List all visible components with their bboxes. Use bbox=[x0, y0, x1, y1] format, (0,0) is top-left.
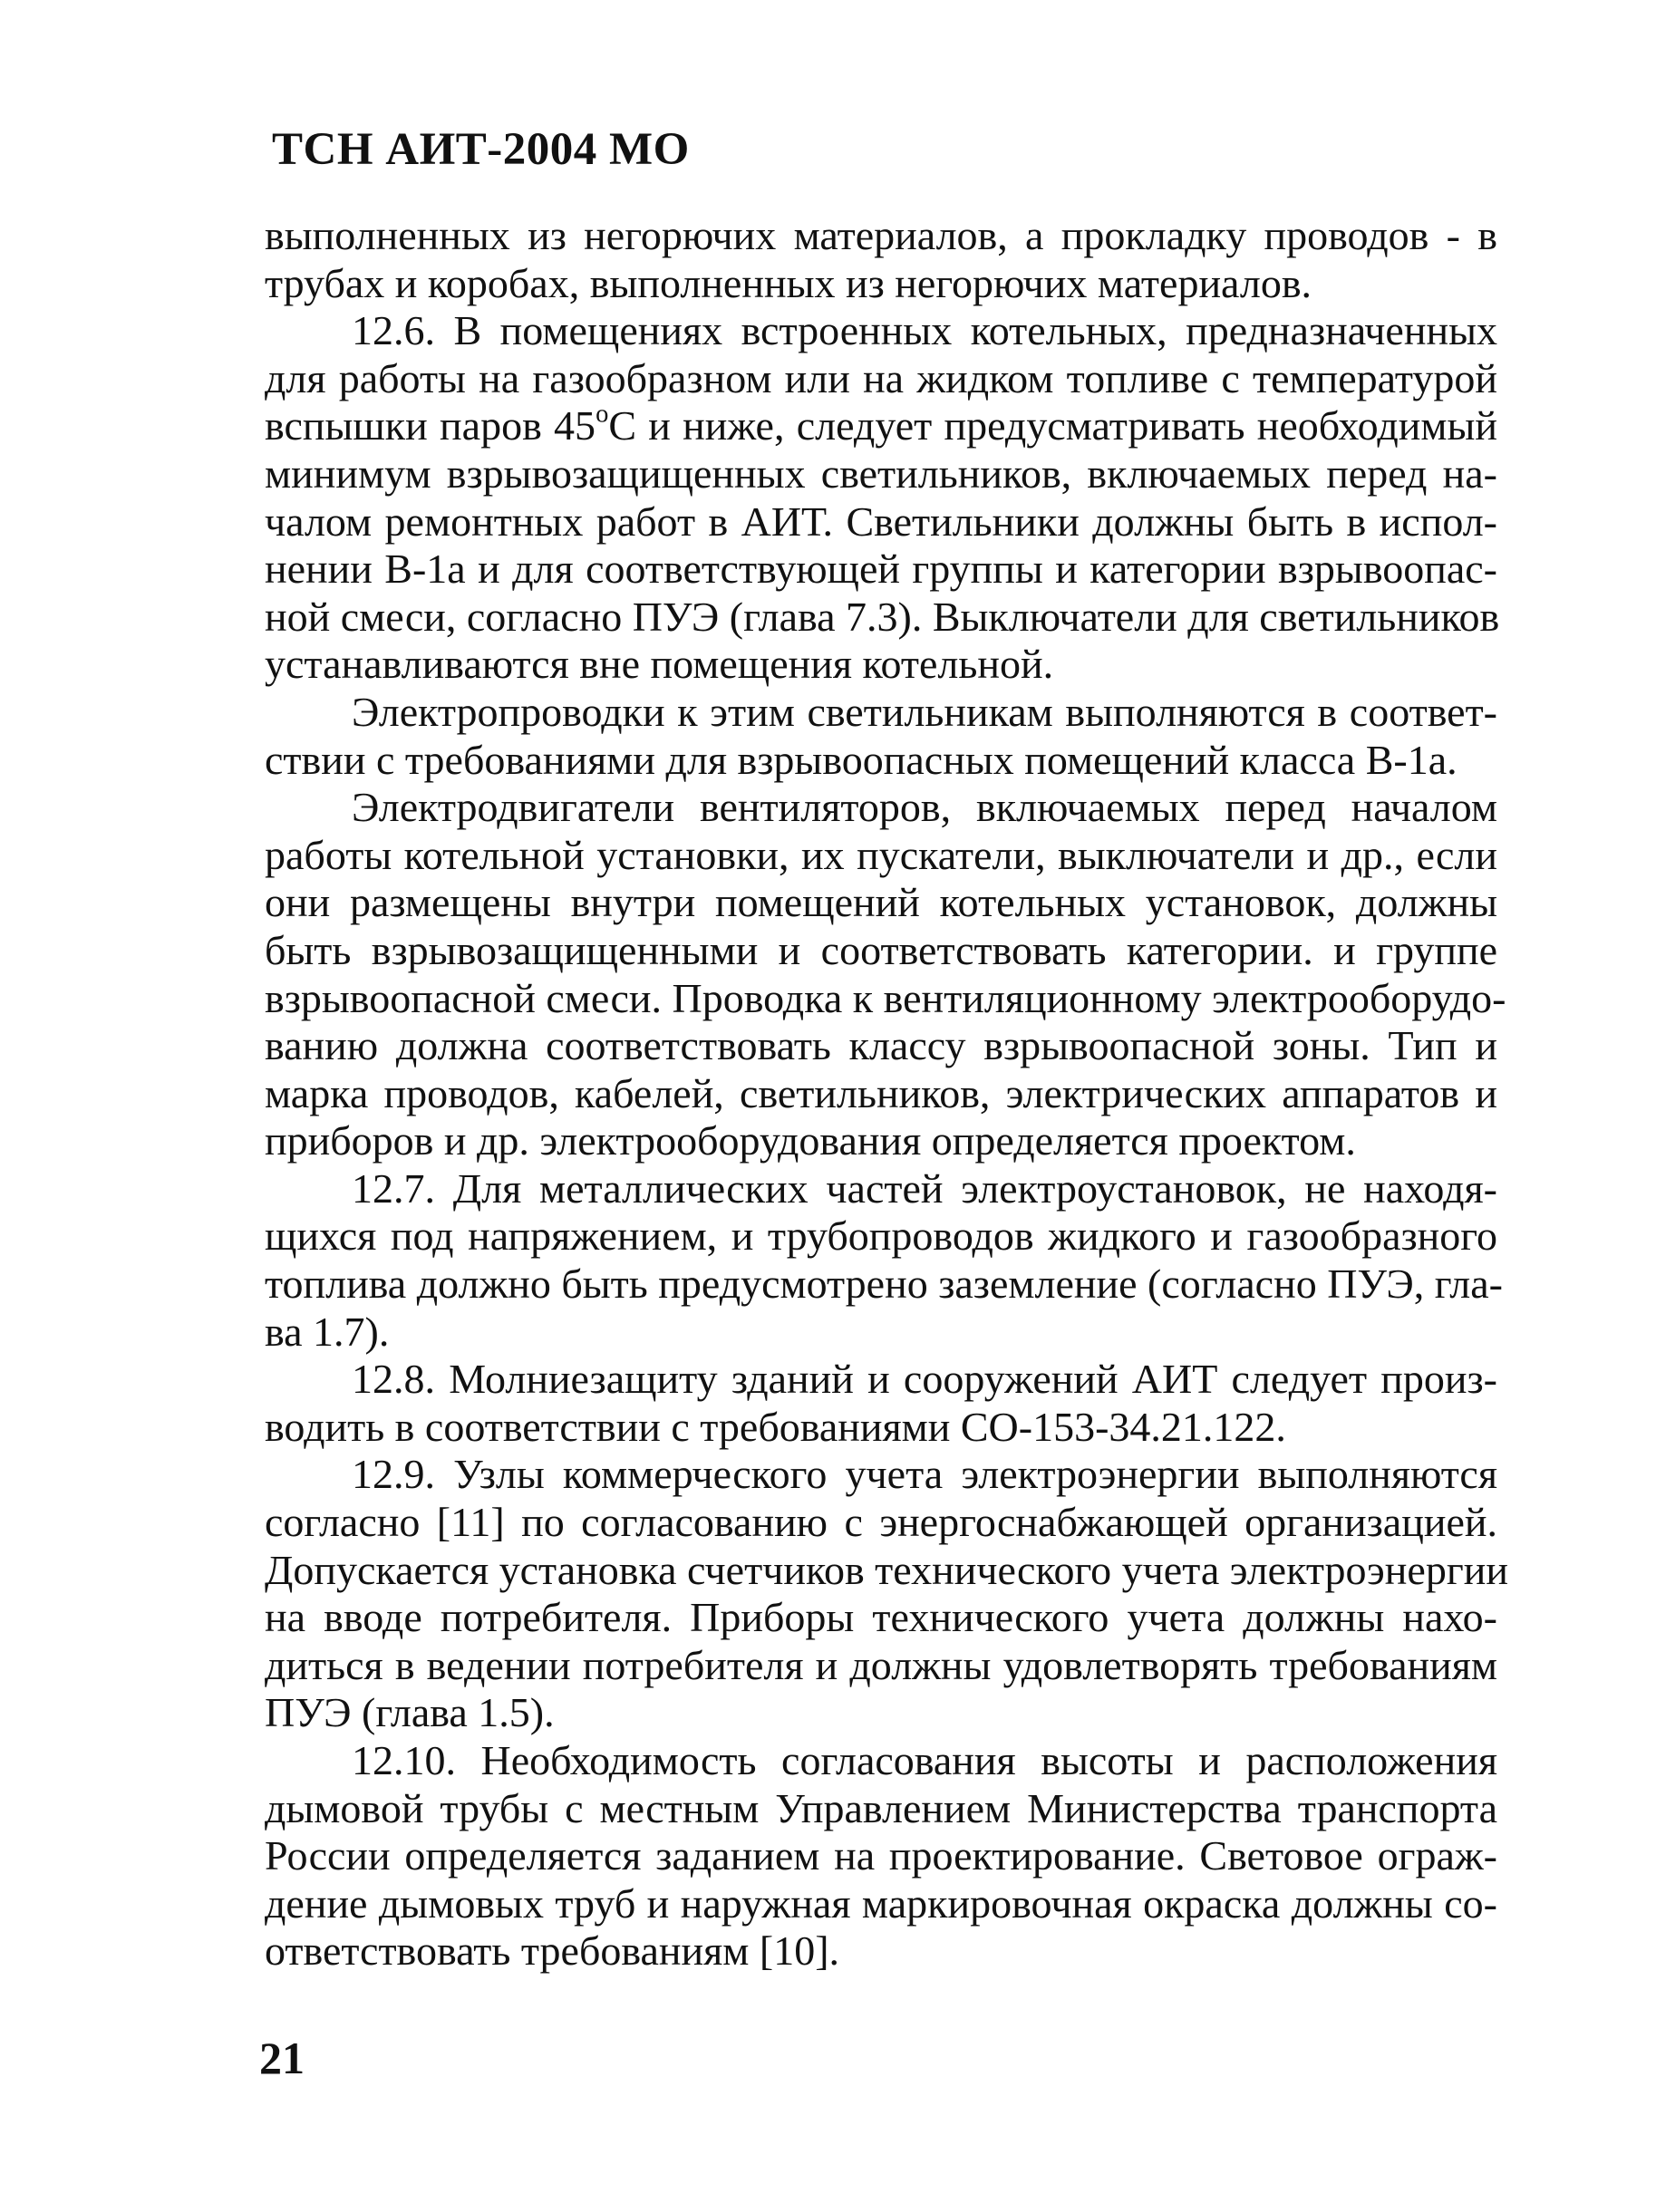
text-line: минимум взрывозащищенных светильников, включаемых перед на- bbox=[265, 449, 1497, 497]
text-line: нении В-1а и для соответствующей группы и категории взрывоопас- bbox=[265, 546, 1497, 593]
text-line: ванию должна соответствовать классу взрывоопасной зоны. Тип и bbox=[265, 1022, 1497, 1069]
text-line: устанавливаются вне помещения котельной. bbox=[265, 641, 1054, 688]
text-fragment: С и ниже, следует предусматривать необходимый bbox=[608, 402, 1497, 449]
text-line: ной смеси, согласно ПУЭ (глава 7.3). Выключатели для светильников bbox=[265, 593, 1500, 640]
page-number: 21 bbox=[259, 2033, 305, 2083]
text-line: приборов и др. электрооборудования определяется проектом. bbox=[265, 1117, 1356, 1164]
text-line: быть взрывозащищенными и соответствовать категории. и группе bbox=[265, 926, 1497, 973]
document-header: ТСН АИТ-2004 МО bbox=[272, 124, 690, 175]
text-line: ва 1.7). bbox=[265, 1308, 390, 1355]
text-line: согласно [11] по согласованию с энергоснабжающей организацией. bbox=[265, 1499, 1497, 1546]
text-line: марка проводов, кабелей, светильников, электрических аппаратов и bbox=[265, 1069, 1497, 1116]
text-fragment: вспышки паров 45 bbox=[265, 402, 596, 449]
text-line: ПУЭ (глава 1.5). bbox=[265, 1689, 555, 1736]
text-line: ответствовать требованиям [10]. bbox=[265, 1927, 840, 1975]
text-line: 12.10. Необходимость согласования высоты и расположения bbox=[352, 1737, 1497, 1783]
text-line: щихся под напряжением, и трубопроводов жидкого и газообразного bbox=[265, 1212, 1497, 1260]
text-line: выполненных из негорючих материалов, а прокладку проводов - в bbox=[265, 212, 1497, 258]
text-line: для работы на газообразном или на жидком топливе с температурой bbox=[265, 354, 1497, 401]
text-line: 12.7. Для металлических частей электроустановок, не находя- bbox=[352, 1164, 1497, 1212]
text-line: Электродвигатели вентиляторов, включаемых перед началом bbox=[352, 784, 1497, 831]
text-line: работы котельной установки, их пускатели, выключатели и др., если bbox=[265, 831, 1497, 878]
text-line: дымовой трубы с местным Управлением Министерства транспорта bbox=[265, 1784, 1497, 1831]
text-line: чалом ремонтных работ в АИТ. Светильники должны быть в испол- bbox=[265, 497, 1497, 545]
text-line: Допускается установка счетчиков технического учета электроэнергии bbox=[265, 1546, 1508, 1593]
text-line: 12.6. В помещениях встроенных котельных, предназначенных bbox=[352, 307, 1497, 354]
text-line bbox=[265, 402, 1497, 450]
text-line: они размещены внутри помещений котельных установок, должны bbox=[265, 879, 1497, 926]
text-line: топлива должно быть предусмотрено заземление (согласно ПУЭ, гла- bbox=[265, 1261, 1503, 1308]
text-line: на вводе потребителя. Приборы технического учета должны нахо- bbox=[265, 1594, 1497, 1641]
text-line: 12.8. Молниезащиту зданий и сооружений АИТ следует произ- bbox=[352, 1356, 1497, 1403]
text-line: 12.9. Узлы коммерческого учета электроэнергии выполняются bbox=[352, 1451, 1497, 1498]
degree-superscript: о bbox=[596, 400, 609, 429]
text-line: трубах и коробах, выполненных из негорючих материалов. bbox=[265, 259, 1312, 306]
text-line: России определяется заданием на проектирование. Световое ограж- bbox=[265, 1832, 1497, 1879]
text-line: ствии с требованиями для взрывоопасных помещений класса В-1а. bbox=[265, 736, 1457, 783]
text-line: взрывоопасной смеси. Проводка к вентиляционному электрооборудо- bbox=[265, 974, 1506, 1021]
text-line: диться в ведении потребителя и должны удовлетворять требованиям bbox=[265, 1641, 1497, 1688]
document-body bbox=[265, 212, 1508, 1975]
text-line: дение дымовых труб и наружная маркировочная окраска должны со- bbox=[265, 1879, 1497, 1927]
text-line: водить в соответствии с требованиями СО-153-34.21.122. bbox=[265, 1403, 1286, 1450]
text-line: Электропроводки к этим светильникам выполняются в соответ- bbox=[352, 688, 1497, 735]
